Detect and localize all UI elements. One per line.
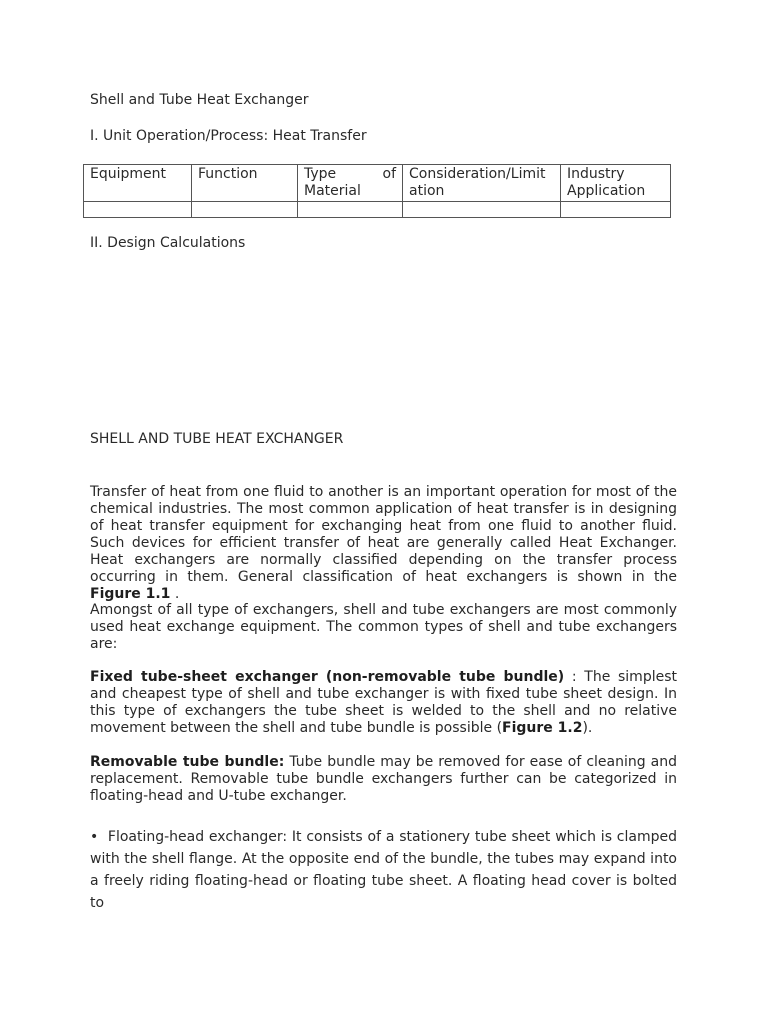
table-header-row	[84, 165, 671, 202]
table-header-cell: Equipment	[84, 165, 192, 202]
unit-operation-table	[83, 164, 671, 218]
paragraph-end: .	[170, 586, 180, 602]
paragraph-introduction	[90, 484, 677, 603]
paragraph-text: Floating-head exchanger: It consists of a stationery tube sheet which is clamped with the shell flange. At the opposite end of the bundle, the tubes may expand into a freely riding floating-head or floating tube sheet. A floating head cover is bolted to	[90, 829, 677, 911]
table-header-cell: Consideration/Limitation	[403, 165, 561, 202]
table-cell	[298, 202, 403, 218]
paragraph-end: ).	[582, 720, 593, 736]
paragraph-fixed-tube-sheet	[90, 669, 677, 737]
figure-reference: Figure 1.1	[90, 586, 171, 602]
table-cell	[403, 202, 561, 218]
paragraph-text: Transfer of heat from one fluid to another is an important operation for most of the chemical industries. The most common application of heat transfer is in designing of heat transfer equipment for exchanging heat from one fluid to another fluid. Such devices for efficient transfer of heat are generally called Heat Exchanger. Heat exchangers are normally classified depending on the transfer process occurring in them. General classification of heat exchangers is shown in the	[90, 484, 677, 585]
document-title: Shell and Tube Heat Exchanger	[90, 92, 309, 108]
figure-reference: Figure 1.2	[502, 720, 583, 736]
section-heading-unit-operation: I. Unit Operation/Process: Heat Transfer	[90, 128, 367, 144]
table-header-cell: Type of Material	[298, 165, 403, 202]
section-heading-design-calculations: II. Design Calculations	[90, 235, 246, 251]
term-heading: Fixed tube-sheet exchanger (non-removable tube bundle)	[90, 669, 565, 685]
paragraph-types-intro: Amongst of all type of exchangers, shell and tube exchangers are most commonly used heat exchange equipment. The common types of shell and tube exchangers are:	[90, 602, 677, 652]
table-cell	[192, 202, 298, 218]
term-heading: Removable tube bundle:	[90, 754, 285, 770]
table-row	[84, 202, 671, 218]
table-cell	[84, 202, 192, 218]
paragraph-text: Tube bundle may be removed for ease of cleaning and replacement. Removable tube bundle exchangers further can be categorized in floating-head and U-tube exchanger.	[90, 754, 677, 804]
table-header-cell: Function	[192, 165, 298, 202]
main-heading: SHELL AND TUBE HEAT EXCHANGER	[90, 431, 344, 447]
paragraph-removable-bundle	[90, 754, 677, 805]
bullet-floating-head	[90, 826, 677, 914]
bullet-marker: •	[90, 829, 99, 845]
table-header-cell: Industry Application	[561, 165, 671, 202]
table-cell	[561, 202, 671, 218]
paragraph-text: : The simplest and cheapest type of shell and tube exchanger is with fixed tube sheet design. In this type of exchangers the tube sheet is welded to the shell and no relative movement between the shell and tube bundle is possible (	[90, 669, 677, 736]
